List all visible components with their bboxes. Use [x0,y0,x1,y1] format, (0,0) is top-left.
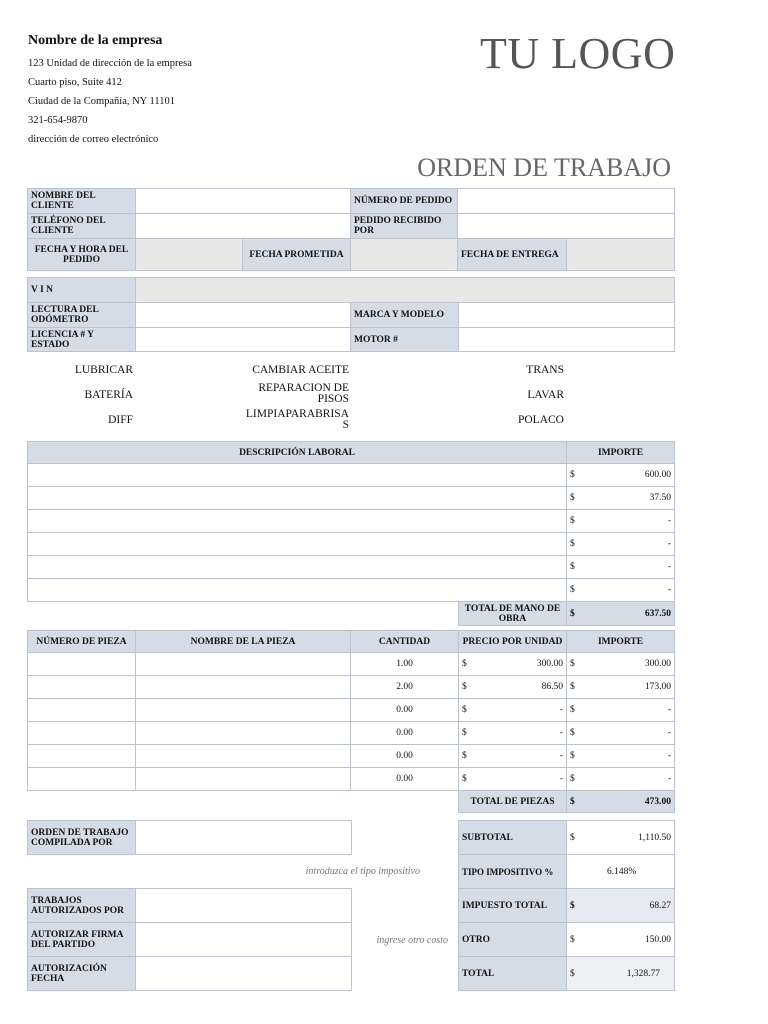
quantity-cell[interactable]: 0.00 [351,722,459,745]
labor-amount-cell[interactable]: 37.50 [579,487,675,510]
customer-info-table [27,188,675,271]
parts-amount-currency-cell: $ [567,676,579,699]
compiled-by-label: ORDEN DE TRABAJO COMPILADA POR [28,821,136,855]
part-name-header: NOMBRE DE LA PIEZA [136,631,351,653]
signature-label: AUTORIZAR FIRMA DEL PARTIDO [28,923,136,957]
labor-description-cell[interactable] [28,487,567,510]
vehicle-info-table [27,277,675,352]
delivery-date-label: FECHA DE ENTREGA [458,239,567,271]
labor-currency-cell: $ [567,579,579,602]
total-currency: $ [567,957,591,991]
make-model-field[interactable] [459,303,675,328]
parts-row [28,768,675,791]
parts-row [28,653,675,676]
labor-description-cell[interactable] [28,464,567,487]
service-battery[interactable]: BATERÍA [84,389,133,401]
order-number-field[interactable] [458,189,675,214]
parts-amount-currency-cell: $ [567,699,579,722]
part-name-cell[interactable] [136,676,351,699]
quantity-cell[interactable]: 0.00 [351,699,459,722]
customer-phone-field[interactable] [136,214,351,239]
company-email: dirección de correo electrónico [28,134,159,145]
company-address-line1: 123 Unidad de dirección de la empresa [28,58,192,69]
labor-row [28,556,675,579]
received-by-label: PEDIDO RECIBIDO POR [351,214,458,239]
labor-currency-cell: $ [567,487,579,510]
other-currency: $ [567,923,591,957]
labor-row [28,510,675,533]
quantity-cell[interactable]: 1.00 [351,653,459,676]
logo-placeholder: TU LOGO [480,29,676,78]
unit-price-currency-cell: $ [459,699,471,722]
labor-row [28,464,675,487]
service-transmission[interactable]: TRANS [526,364,564,376]
labor-total-spacer [28,602,459,626]
labor-description-cell[interactable] [28,510,567,533]
parts-amount-currency-cell: $ [567,745,579,768]
tax-total-label: IMPUESTO TOTAL [459,889,567,923]
received-by-field[interactable] [458,214,675,239]
labor-total-value: 637.50 [579,602,675,626]
unit-price-currency-cell: $ [459,676,471,699]
parts-amount-cell: - [579,722,675,745]
quantity-cell[interactable]: 2.00 [351,676,459,699]
part-number-cell[interactable] [28,653,136,676]
parts-amount-header: IMPORTE [567,631,675,653]
other-value[interactable]: 150.00 [591,923,675,957]
promised-date-field[interactable] [351,239,458,271]
service-wash[interactable]: LAVAR [527,389,564,401]
part-number-cell[interactable] [28,768,136,791]
company-address-line2: Cuarto piso, Suite 412 [28,77,122,88]
unit-price-cell[interactable]: 300.00 [471,653,567,676]
unit-price-currency-cell: $ [459,722,471,745]
part-name-cell[interactable] [136,722,351,745]
tax-rate-hint: introduzca el tipo impositivo [305,866,420,877]
promised-date-label: FECHA PROMETIDA [243,239,351,271]
tax-rate-field[interactable]: 6.148% [567,855,675,889]
part-number-cell[interactable] [28,699,136,722]
order-number-label: NÚMERO DE PEDIDO [351,189,458,214]
compiled-by-table [27,820,352,855]
part-name-cell[interactable] [136,768,351,791]
parts-amount-cell: - [579,745,675,768]
authorized-by-field[interactable] [136,889,352,923]
engine-label: MOTOR # [351,328,459,352]
compiled-by-field[interactable] [136,821,352,855]
subtotal-label: SUBTOTAL [459,821,567,855]
service-wipers[interactable]: LIMPIAPARABRISAS [245,408,349,431]
part-number-cell[interactable] [28,676,136,699]
parts-amount-currency-cell: $ [567,768,579,791]
document-title: ORDEN DE TRABAJO [417,153,671,182]
labor-row [28,533,675,556]
odometer-field[interactable] [136,303,351,328]
labor-amount-cell[interactable]: - [579,533,675,556]
engine-field[interactable] [459,328,675,352]
labor-amount-cell[interactable]: - [579,556,675,579]
labor-description-cell[interactable] [28,579,567,602]
part-name-cell[interactable] [136,745,351,768]
part-number-cell[interactable] [28,722,136,745]
labor-amount-cell[interactable]: 600.00 [579,464,675,487]
parts-total-currency: $ [567,791,579,813]
unit-price-currency-cell: $ [459,653,471,676]
labor-currency-cell: $ [567,556,579,579]
unit-price-cell[interactable]: - [471,768,567,791]
parts-table [27,630,675,813]
unit-price-cell[interactable]: 86.50 [471,676,567,699]
quantity-cell[interactable]: 0.00 [351,768,459,791]
order-datetime-label: FECHA Y HORA DEL PEDIDO [28,239,136,271]
labor-currency-cell: $ [567,464,579,487]
unit-price-header: PRECIO POR UNIDAD [459,631,567,653]
labor-table [27,441,675,626]
total-label: TOTAL [459,957,567,991]
company-phone: 321-654-9870 [28,115,88,126]
parts-row [28,745,675,768]
parts-amount-cell: 300.00 [579,653,675,676]
odometer-label: LECTURA DEL ODÓMETRO [28,303,136,328]
service-floor-repair[interactable]: REPARACION DE PISOS [258,382,349,405]
other-cost-hint: ingrese otro costo [376,935,448,946]
order-datetime-field[interactable] [136,239,243,271]
tax-total-currency: $ [567,889,591,923]
parts-amount-currency-cell: $ [567,722,579,745]
labor-description-cell[interactable] [28,533,567,556]
labor-description-cell[interactable] [28,556,567,579]
service-polish[interactable]: POLACO [517,414,564,426]
parts-total-value: 473.00 [579,791,675,813]
service-lubricate[interactable]: LUBRICAR [74,364,133,376]
unit-price-cell[interactable]: - [471,722,567,745]
labor-total-currency: $ [567,602,579,626]
authorization-date-field[interactable] [136,957,352,991]
license-label: LICENCIA # Y ESTADO [28,328,136,352]
labor-row [28,579,675,602]
customer-name-label: NOMBRE DEL CLIENTE [28,189,136,214]
service-diff[interactable]: DIFF [108,414,133,426]
labor-currency-cell: $ [567,510,579,533]
quantity-cell[interactable]: 0.00 [351,745,459,768]
parts-amount-cell: 173.00 [579,676,675,699]
part-name-cell[interactable] [136,699,351,722]
subtotal-value: 1,110.50 [591,821,675,855]
unit-price-currency-cell: $ [459,745,471,768]
unit-price-cell[interactable]: - [471,745,567,768]
tax-total-value: 68.27 [591,889,675,923]
parts-total-label: TOTAL DE PIEZAS [459,791,567,813]
unit-price-cell[interactable]: - [471,699,567,722]
parts-amount-cell: - [579,699,675,722]
other-label: OTRO [459,923,567,957]
labor-currency-cell: $ [567,533,579,556]
parts-amount-cell: - [579,768,675,791]
labor-total-label: TOTAL DE MANO DE OBRA [459,602,567,626]
make-model-label: MARCA Y MODELO [351,303,459,328]
company-name: Nombre de la empresa [28,33,163,48]
part-number-cell[interactable] [28,745,136,768]
parts-row [28,676,675,699]
labor-amount-cell[interactable]: - [579,579,675,602]
customer-phone-label: TELÉFONO DEL CLIENTE [28,214,136,239]
part-number-header: NÚMERO DE PIEZA [28,631,136,653]
labor-amount-header: IMPORTE [567,442,675,464]
parts-row [28,699,675,722]
unit-price-currency-cell: $ [459,768,471,791]
labor-amount-cell[interactable]: - [579,510,675,533]
parts-amount-currency-cell: $ [567,653,579,676]
total-value: 1,328.77 [591,957,675,991]
tax-rate-label: TIPO IMPOSITIVO % [459,855,567,889]
license-field[interactable] [136,328,351,352]
subtotal-currency: $ [567,821,591,855]
summary-table [458,820,675,991]
authorized-by-label: TRABAJOS AUTORIZADOS POR [28,889,136,923]
part-name-cell[interactable] [136,653,351,676]
customer-name-field[interactable] [136,189,351,214]
parts-total-spacer [28,791,459,813]
labor-row [28,487,675,510]
service-oil-change[interactable]: CAMBIAR ACEITE [252,364,349,376]
company-address-line3: Ciudad de la Compañía, NY 11101 [28,96,175,107]
delivery-date-field[interactable] [567,239,675,271]
authorization-date-label: AUTORIZACIÓN FECHA [28,957,136,991]
labor-description-header: DESCRIPCIÓN LABORAL [28,442,567,464]
vin-label: V I N [28,278,136,303]
vin-field[interactable] [136,278,675,303]
parts-row [28,722,675,745]
quantity-header: CANTIDAD [351,631,459,653]
